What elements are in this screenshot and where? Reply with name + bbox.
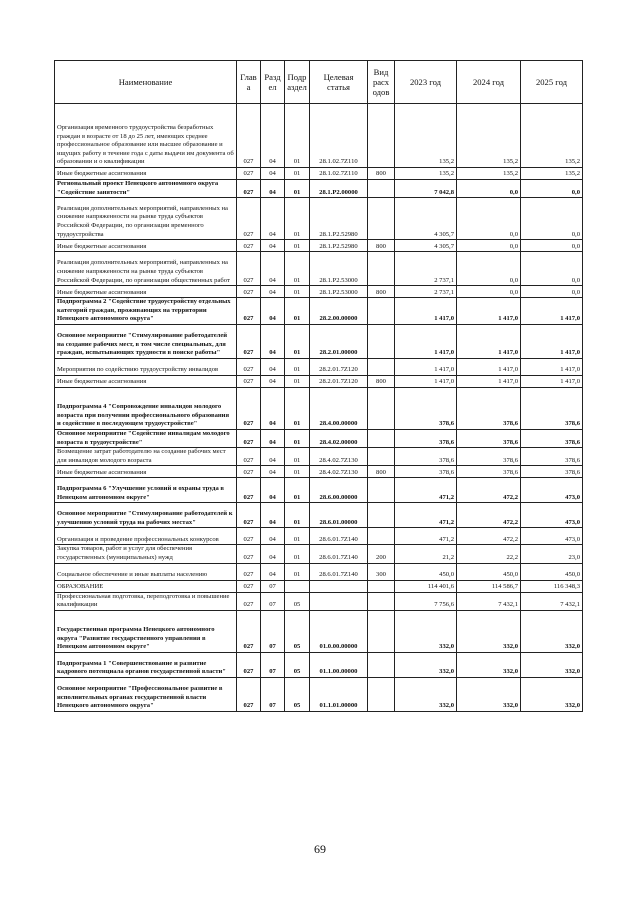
row-2024: 450,0 xyxy=(457,563,521,580)
row-statya xyxy=(310,580,368,592)
row-2024: 0,0 xyxy=(457,240,521,252)
row-podrazdel: 01 xyxy=(285,358,310,375)
row-2023: 378,6 xyxy=(395,387,457,429)
row-name: Профессиональная подготовка, переподготовка и повышение квалификации xyxy=(55,592,237,610)
row-glava: 027 xyxy=(237,198,261,240)
row-2025: 332,0 xyxy=(521,610,583,652)
row-2023: 332,0 xyxy=(395,652,457,677)
row-vid xyxy=(368,592,395,610)
table-row xyxy=(55,180,583,198)
row-razdel: 04 xyxy=(261,387,285,429)
row-razdel: 07 xyxy=(261,610,285,652)
row-podrazdel: 01 xyxy=(285,563,310,580)
table-row xyxy=(55,198,583,240)
row-2023: 450,0 xyxy=(395,563,457,580)
row-vid: 800 xyxy=(368,286,395,298)
header-2023: 2023 год xyxy=(395,61,457,104)
row-vid: 300 xyxy=(368,563,395,580)
row-name: Иные бюджетные ассигнования xyxy=(55,286,237,298)
row-2024: 378,6 xyxy=(457,466,521,478)
row-2024: 472,2 xyxy=(457,503,521,528)
table-row xyxy=(55,592,583,610)
table-row xyxy=(55,677,583,711)
row-2023: 1 417,0 xyxy=(395,375,457,387)
row-2025: 0,0 xyxy=(521,240,583,252)
row-vid: 800 xyxy=(368,466,395,478)
row-2025: 1 417,0 xyxy=(521,324,583,358)
row-podrazdel: 01 xyxy=(285,168,310,180)
row-glava: 027 xyxy=(237,104,261,168)
row-vid: 800 xyxy=(368,240,395,252)
row-statya: 28.1.P2.53000 xyxy=(310,252,368,286)
row-statya: 28.4.02.7Z130 xyxy=(310,466,368,478)
row-2024: 0,0 xyxy=(457,286,521,298)
row-vid xyxy=(368,652,395,677)
row-podrazdel: 01 xyxy=(285,466,310,478)
row-statya: 28.2.01.7Z120 xyxy=(310,358,368,375)
row-2024: 22,2 xyxy=(457,545,521,563)
row-statya xyxy=(310,592,368,610)
row-statya: 01.0.00.00000 xyxy=(310,610,368,652)
row-statya: 28.1.P2.53000 xyxy=(310,286,368,298)
row-glava: 027 xyxy=(237,652,261,677)
row-statya: 28.1.P2.52980 xyxy=(310,198,368,240)
row-name: Организация временного трудоустройства безработных граждан в возрасте от 18 до 25 лет, имеющих среднее профессиональное образование или высшее образование и ищущих работу в течение года с даты выдачи им документа об образовании и о квалификации xyxy=(55,104,237,168)
row-2023: 1 417,0 xyxy=(395,324,457,358)
row-statya: 28.6.01.7Z140 xyxy=(310,528,368,545)
row-2025: 378,6 xyxy=(521,448,583,466)
table-row xyxy=(55,545,583,563)
row-2025: 378,6 xyxy=(521,387,583,429)
row-razdel: 07 xyxy=(261,592,285,610)
row-podrazdel: 01 xyxy=(285,375,310,387)
row-2023: 471,2 xyxy=(395,528,457,545)
row-2025: 116 348,3 xyxy=(521,580,583,592)
table-header-row xyxy=(55,61,583,104)
row-razdel: 04 xyxy=(261,503,285,528)
row-glava: 027 xyxy=(237,580,261,592)
table-row xyxy=(55,324,583,358)
row-2024: 332,0 xyxy=(457,677,521,711)
row-vid xyxy=(368,387,395,429)
row-podrazdel: 01 xyxy=(285,180,310,198)
row-podrazdel: 01 xyxy=(285,198,310,240)
row-name: Подпрограмма 1 "Совершенствование и развитие кадрового потенциала органов государственной власти" xyxy=(55,652,237,677)
row-podrazdel: 01 xyxy=(285,448,310,466)
row-2023: 378,6 xyxy=(395,466,457,478)
row-podrazdel: 01 xyxy=(285,528,310,545)
table-row xyxy=(55,563,583,580)
row-vid xyxy=(368,104,395,168)
row-name: Реализация дополнительных мероприятий, направленных на снижение напряженности на рынке труда субъектов Российской Федерации, по организации временного трудоустройства xyxy=(55,198,237,240)
row-podrazdel: 05 xyxy=(285,592,310,610)
row-razdel: 04 xyxy=(261,358,285,375)
row-glava: 027 xyxy=(237,180,261,198)
row-glava: 027 xyxy=(237,375,261,387)
row-2024: 0,0 xyxy=(457,252,521,286)
row-2024: 472,2 xyxy=(457,528,521,545)
row-2025: 332,0 xyxy=(521,677,583,711)
header-2025: 2025 год xyxy=(521,61,583,104)
row-vid xyxy=(368,198,395,240)
table-row xyxy=(55,387,583,429)
row-name: Региональный проект Ненецкого автономного округа "Содействие занятости" xyxy=(55,180,237,198)
row-2023: 378,6 xyxy=(395,448,457,466)
row-razdel: 04 xyxy=(261,298,285,325)
row-2025: 7 432,1 xyxy=(521,592,583,610)
row-name: Подпрограмма 4 "Сопровождение инвалидов молодого возраста при получении профессионального образования и содействие в последующем трудоустройстве" xyxy=(55,387,237,429)
row-2025: 332,0 xyxy=(521,652,583,677)
row-2024: 1 417,0 xyxy=(457,358,521,375)
row-2024: 378,6 xyxy=(457,387,521,429)
row-statya: 28.1.P2.52980 xyxy=(310,240,368,252)
row-vid xyxy=(368,298,395,325)
row-2025: 473,0 xyxy=(521,478,583,503)
row-vid: 800 xyxy=(368,168,395,180)
row-vid xyxy=(368,180,395,198)
row-2024: 135,2 xyxy=(457,104,521,168)
row-vid xyxy=(368,677,395,711)
row-vid xyxy=(368,580,395,592)
row-statya: 01.1.00.00000 xyxy=(310,652,368,677)
row-podrazdel: 01 xyxy=(285,104,310,168)
row-name: Подпрограмма 2 "Содействие трудоустройству отдельных категорий граждан, проживающих на территории Ненецкого автономного округа" xyxy=(55,298,237,325)
row-2024: 0,0 xyxy=(457,198,521,240)
row-razdel: 04 xyxy=(261,429,285,447)
row-statya: 28.6.01.7Z140 xyxy=(310,563,368,580)
row-podrazdel: 05 xyxy=(285,677,310,711)
row-2025: 1 417,0 xyxy=(521,298,583,325)
row-vid xyxy=(368,478,395,503)
row-razdel: 04 xyxy=(261,375,285,387)
row-statya: 28.4.02.00000 xyxy=(310,429,368,447)
row-glava: 027 xyxy=(237,387,261,429)
row-vid xyxy=(368,358,395,375)
table-body xyxy=(55,104,583,712)
row-2024: 472,2 xyxy=(457,478,521,503)
row-razdel: 07 xyxy=(261,652,285,677)
row-razdel: 04 xyxy=(261,545,285,563)
row-2025: 378,6 xyxy=(521,466,583,478)
row-podrazdel: 01 xyxy=(285,478,310,503)
table-row xyxy=(55,358,583,375)
row-2025: 135,2 xyxy=(521,104,583,168)
row-2023: 4 305,7 xyxy=(395,198,457,240)
row-glava: 027 xyxy=(237,503,261,528)
row-podrazdel: 01 xyxy=(285,252,310,286)
row-statya: 28.6.01.7Z140 xyxy=(310,545,368,563)
table-row xyxy=(55,429,583,447)
row-podrazdel: 01 xyxy=(285,324,310,358)
row-statya: 28.2.01.00000 xyxy=(310,324,368,358)
row-2024: 1 417,0 xyxy=(457,375,521,387)
row-2025: 23,0 xyxy=(521,545,583,563)
row-2023: 332,0 xyxy=(395,677,457,711)
row-2025: 0,0 xyxy=(521,180,583,198)
row-vid xyxy=(368,429,395,447)
row-razdel: 04 xyxy=(261,252,285,286)
row-2024: 135,2 xyxy=(457,168,521,180)
table-row xyxy=(55,252,583,286)
row-name: Иные бюджетные ассигнования xyxy=(55,466,237,478)
row-glava: 027 xyxy=(237,168,261,180)
header-vid: Вид расх одов xyxy=(368,61,395,104)
row-glava: 027 xyxy=(237,429,261,447)
row-statya: 28.2.01.7Z120 xyxy=(310,375,368,387)
row-2023: 1 417,0 xyxy=(395,358,457,375)
table-row xyxy=(55,375,583,387)
row-2025: 0,0 xyxy=(521,252,583,286)
row-2023: 2 737,1 xyxy=(395,252,457,286)
row-glava: 027 xyxy=(237,592,261,610)
row-podrazdel: 05 xyxy=(285,652,310,677)
table-row xyxy=(55,652,583,677)
row-vid xyxy=(368,448,395,466)
row-2023: 471,2 xyxy=(395,478,457,503)
row-glava: 027 xyxy=(237,298,261,325)
row-2025: 378,6 xyxy=(521,429,583,447)
table-row xyxy=(55,466,583,478)
header-2024: 2024 год xyxy=(457,61,521,104)
row-statya: 28.6.01.00000 xyxy=(310,503,368,528)
row-razdel: 07 xyxy=(261,580,285,592)
table-row xyxy=(55,104,583,168)
row-razdel: 04 xyxy=(261,478,285,503)
row-statya: 28.1.02.7Z110 xyxy=(310,168,368,180)
table-row xyxy=(55,610,583,652)
row-2025: 135,2 xyxy=(521,168,583,180)
row-2023: 7 756,6 xyxy=(395,592,457,610)
row-2024: 1 417,0 xyxy=(457,324,521,358)
row-razdel: 04 xyxy=(261,240,285,252)
row-vid xyxy=(368,252,395,286)
row-2024: 7 432,1 xyxy=(457,592,521,610)
table-row xyxy=(55,528,583,545)
row-name: ОБРАЗОВАНИЕ xyxy=(55,580,237,592)
row-glava: 027 xyxy=(237,448,261,466)
row-2023: 135,2 xyxy=(395,168,457,180)
page-number: 69 xyxy=(314,842,326,856)
row-statya: 28.2.00.00000 xyxy=(310,298,368,325)
row-name: Социальное обеспечение и иные выплаты населению xyxy=(55,563,237,580)
row-name: Возмещение затрат работодателю на создание рабочих мест для инвалидов молодого возраста xyxy=(55,448,237,466)
row-glava: 027 xyxy=(237,545,261,563)
row-vid: 200 xyxy=(368,545,395,563)
table-row xyxy=(55,448,583,466)
row-razdel: 04 xyxy=(261,198,285,240)
row-2023: 471,2 xyxy=(395,503,457,528)
row-name: Реализация дополнительных мероприятий, направленных на снижение напряженности на рынке труда субъектов Российской Федерации, по организации общественных работ xyxy=(55,252,237,286)
row-glava: 027 xyxy=(237,478,261,503)
row-podrazdel: 01 xyxy=(285,286,310,298)
row-glava: 027 xyxy=(237,563,261,580)
row-2024: 378,6 xyxy=(457,429,521,447)
row-statya: 01.1.01.00000 xyxy=(310,677,368,711)
row-razdel: 07 xyxy=(261,677,285,711)
row-podrazdel: 01 xyxy=(285,387,310,429)
row-podrazdel: 01 xyxy=(285,429,310,447)
row-podrazdel xyxy=(285,580,310,592)
row-name: Иные бюджетные ассигнования xyxy=(55,168,237,180)
header-name: Наименование xyxy=(55,61,237,104)
row-name: Основное мероприятие "Стимулирование работодателей на создание рабочих мест, в том числе специальных, для граждан, испытывающих трудности в поиске работы" xyxy=(55,324,237,358)
row-2023: 7 042,8 xyxy=(395,180,457,198)
row-razdel: 04 xyxy=(261,324,285,358)
row-name: Закупка товаров, работ и услуг для обеспечения государственных (муниципальных) нужд xyxy=(55,545,237,563)
row-glava: 027 xyxy=(237,324,261,358)
row-2024: 114 586,7 xyxy=(457,580,521,592)
row-2024: 378,6 xyxy=(457,448,521,466)
row-2024: 0,0 xyxy=(457,180,521,198)
row-name: Мероприятия по содействию трудоустройству инвалидов xyxy=(55,358,237,375)
header-razdel: Разд ел xyxy=(261,61,285,104)
table-row xyxy=(55,478,583,503)
row-razdel: 04 xyxy=(261,466,285,478)
row-2024: 332,0 xyxy=(457,610,521,652)
row-vid: 800 xyxy=(368,375,395,387)
row-razdel: 04 xyxy=(261,104,285,168)
row-vid xyxy=(368,610,395,652)
row-2023: 135,2 xyxy=(395,104,457,168)
budget-table xyxy=(54,60,583,712)
row-glava: 027 xyxy=(237,528,261,545)
table-row xyxy=(55,503,583,528)
row-2024: 1 417,0 xyxy=(457,298,521,325)
row-2023: 378,6 xyxy=(395,429,457,447)
table-row xyxy=(55,168,583,180)
row-2023: 2 737,1 xyxy=(395,286,457,298)
row-2023: 4 305,7 xyxy=(395,240,457,252)
row-2023: 21,2 xyxy=(395,545,457,563)
row-name: Организация и проведение профессиональных конкурсов xyxy=(55,528,237,545)
row-glava: 027 xyxy=(237,286,261,298)
row-podrazdel: 05 xyxy=(285,610,310,652)
table-row xyxy=(55,580,583,592)
row-glava: 027 xyxy=(237,252,261,286)
row-name: Подпрограмма 6 "Улучшение условий и охраны труда в Ненецком автономном округе" xyxy=(55,478,237,503)
row-podrazdel: 01 xyxy=(285,298,310,325)
row-statya: 28.1.P2.00000 xyxy=(310,180,368,198)
row-2025: 0,0 xyxy=(521,286,583,298)
row-2023: 1 417,0 xyxy=(395,298,457,325)
row-statya: 28.4.02.7Z130 xyxy=(310,448,368,466)
row-vid xyxy=(368,503,395,528)
header-glava: Глав а xyxy=(237,61,261,104)
row-glava: 027 xyxy=(237,610,261,652)
row-2023: 114 401,6 xyxy=(395,580,457,592)
table-row xyxy=(55,240,583,252)
row-2025: 473,0 xyxy=(521,503,583,528)
row-vid xyxy=(368,324,395,358)
row-razdel: 04 xyxy=(261,448,285,466)
row-glava: 027 xyxy=(237,677,261,711)
row-2025: 0,0 xyxy=(521,198,583,240)
row-2025: 473,0 xyxy=(521,528,583,545)
row-podrazdel: 01 xyxy=(285,503,310,528)
row-2025: 1 417,0 xyxy=(521,375,583,387)
row-podrazdel: 01 xyxy=(285,240,310,252)
row-2023: 332,0 xyxy=(395,610,457,652)
table-row xyxy=(55,298,583,325)
row-name: Основное мероприятие "Стимулирование работодателей к улучшению условий труда на рабочих местах" xyxy=(55,503,237,528)
header-podrazdel: Подр аздел xyxy=(285,61,310,104)
row-razdel: 04 xyxy=(261,180,285,198)
row-glava: 027 xyxy=(237,358,261,375)
row-name: Основное мероприятие "Профессиональное развитие в исполнительных органах государственной власти Ненецкого автономного округа" xyxy=(55,677,237,711)
row-razdel: 04 xyxy=(261,563,285,580)
row-glava: 027 xyxy=(237,466,261,478)
row-razdel: 04 xyxy=(261,168,285,180)
row-statya: 28.1.02.7Z110 xyxy=(310,104,368,168)
row-name: Государственная программа Ненецкого автономного округа "Развитие государственного управления в Ненецком автономном округе" xyxy=(55,610,237,652)
row-name: Основное мероприятие "Содействие инвалидам молодого возраста в трудоустройстве" xyxy=(55,429,237,447)
row-name: Иные бюджетные ассигнования xyxy=(55,375,237,387)
row-razdel: 04 xyxy=(261,286,285,298)
row-glava: 027 xyxy=(237,240,261,252)
row-podrazdel: 01 xyxy=(285,545,310,563)
table-row xyxy=(55,286,583,298)
row-vid xyxy=(368,528,395,545)
row-2025: 450,0 xyxy=(521,563,583,580)
row-name: Иные бюджетные ассигнования xyxy=(55,240,237,252)
row-statya: 28.4.00.00000 xyxy=(310,387,368,429)
row-2024: 332,0 xyxy=(457,652,521,677)
row-razdel: 04 xyxy=(261,528,285,545)
header-statya: Целевая статья xyxy=(310,61,368,104)
row-2025: 1 417,0 xyxy=(521,358,583,375)
row-statya: 28.6.00.00000 xyxy=(310,478,368,503)
